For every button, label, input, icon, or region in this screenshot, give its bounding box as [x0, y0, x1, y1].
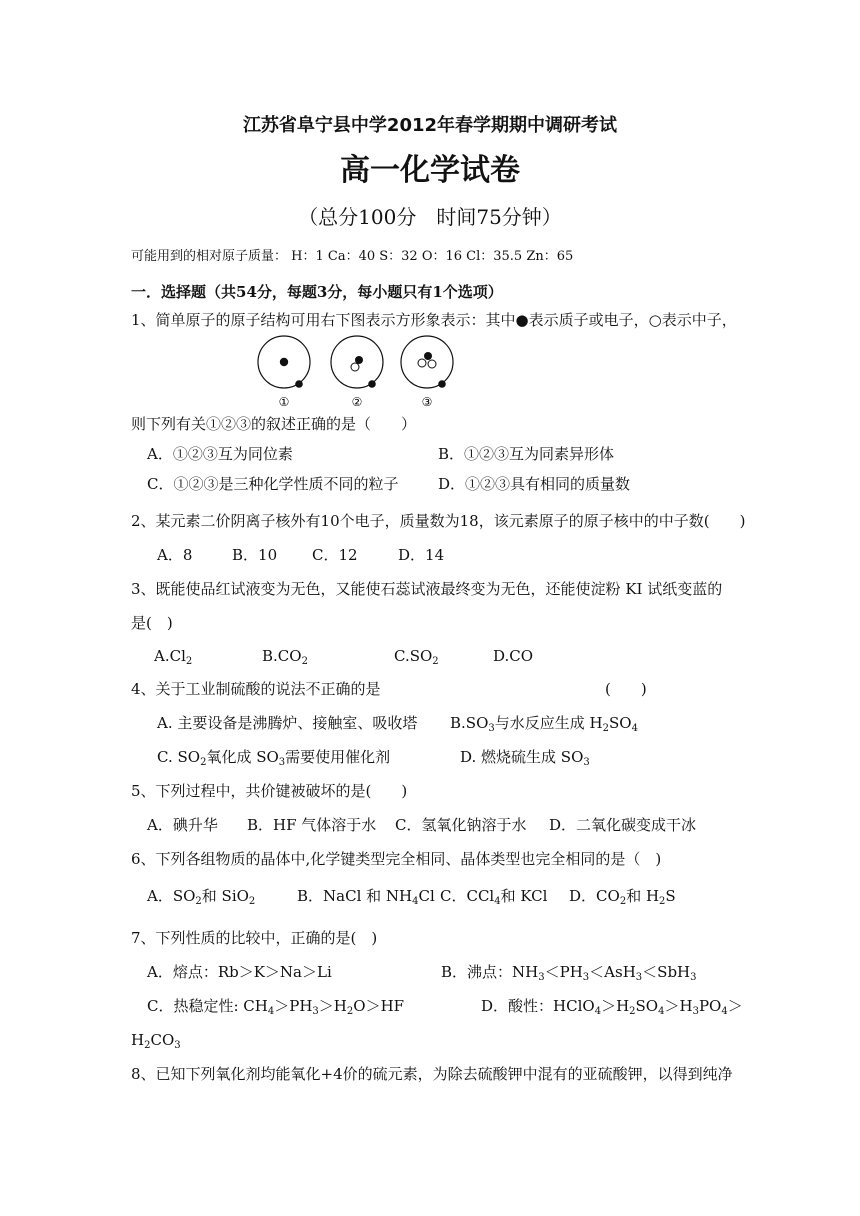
q1-option-d: D．①②③具有相同的质量数	[438, 475, 631, 493]
q4-answer-bracket: ( )	[605, 680, 647, 698]
q3-option-c: $C.SO_2$	[394, 647, 439, 667]
q7-stem: 7、下列性质的比较中，正确的是( )	[131, 929, 378, 947]
q2-option-c: C．12	[312, 546, 358, 564]
q7-option-c: C．热稳定性: $CH_4>PH_3>H_2O>HF$	[147, 997, 405, 1017]
q6-option-b: B．NaCl 和 $NH_4Cl$	[297, 887, 435, 907]
atomic-masses: 可能用到的相对原子质量： H：1 Ca：40 S：32 O：16 Cl：35.5 Zn：65	[131, 249, 574, 264]
atom-2-diagram	[331, 336, 383, 388]
q7-option-a: A．熔点：Rb＞K＞Na＞Li	[147, 963, 332, 981]
q2-stem: 2、某元素二价阴离子核外有10个电子，质量数为18，该元素原子的原子核中的中子数( )	[131, 512, 746, 530]
fig-label-2: ②	[351, 395, 363, 409]
atom-1-diagram	[258, 336, 310, 388]
q1-ask: 则下列有关①②③的叙述正确的是（ ）	[131, 415, 417, 433]
fig-label-1: ①	[278, 395, 290, 409]
q2-option-d: D．14	[398, 546, 445, 564]
exam-title: 高一化学试卷	[340, 153, 520, 188]
q5-stem: 5、下列过程中，共价键被破坏的是( )	[131, 782, 408, 800]
q4-option-c: C. $SO_2$氧化成 $SO_3$需要使用催化剂	[157, 748, 391, 768]
q2-option-a: A．8	[157, 546, 193, 564]
q5-option-b: B．HF 气体溶于水	[247, 816, 377, 834]
q4-option-d: D. 燃烧硫生成 $SO_3$	[460, 748, 590, 768]
fig-label-3: ③	[421, 395, 433, 409]
q3-option-b: $B.CO_2$	[262, 647, 308, 667]
q6-option-c: C．CCl$_4$和 KCl	[440, 887, 548, 907]
q1-option-a: A．①②③互为同位素	[147, 445, 293, 463]
q6-option-a: A．$SO_2$和 SiO$_2$	[147, 887, 256, 907]
exam-subtitle: （总分100分 时间75分钟）	[298, 205, 562, 229]
q2-option-b: B．10	[232, 546, 278, 564]
q4-option-a: A. 主要设备是沸腾炉、接触室、吸收塔	[157, 714, 418, 732]
q1-stem: 1、简单原子的原子结构可用右下图表示方形象表示：其中●表示质子或电子，○表示中子，	[131, 311, 737, 329]
q3-option-a: $A.Cl_2$	[154, 647, 193, 667]
q8-stem: 8、已知下列氧化剂均能氧化+4价的硫元素，为除去硫酸钾中混有的亚硫酸钾，以得到纯净	[131, 1065, 733, 1083]
q4-option-b: $B.SO_3$与水反应生成 $H_2SO_4$	[450, 714, 638, 734]
q6-option-d: D．$CO_2$和 $H_2S$	[569, 887, 676, 907]
q3-option-d: D.CO	[493, 647, 534, 665]
school-title: 江苏省阜宁县中学2012年春学期期中调研考试	[242, 115, 618, 136]
q7-option-d-continued: $H_2CO_3$	[131, 1031, 181, 1051]
atom-structure-figure	[255, 334, 465, 410]
q7-option-d: D．酸性：$HClO_4>H_2SO_4>H_3PO_4>$	[481, 997, 743, 1017]
q7-option-b: B．沸点：$NH_3<PH_3<AsH_3<SbH_3$	[441, 963, 697, 983]
q3-stem-line1: 3、既能使品红试液变为无色，又能使石蕊试液最终变为无色，还能使淀粉 KI 试纸变蓝的	[131, 580, 723, 598]
q5-option-a: A．碘升华	[147, 816, 218, 834]
q3-stem-line2: 是( )	[131, 614, 173, 632]
q5-option-d: D．二氧化碳变成干冰	[549, 816, 697, 834]
q5-option-c: C．氢氧化钠溶于水	[395, 816, 527, 834]
q1-option-c: C．①②③是三种化学性质不同的粒子	[147, 475, 399, 493]
q1-option-b: B．①②③互为同素异形体	[438, 445, 615, 463]
q6-stem: 6、下列各组物质的晶体中,化学键类型完全相同、晶体类型也完全相同的是（ )	[131, 850, 662, 868]
q4-stem: 4、关于工业制硫酸的说法不正确的是	[131, 680, 381, 698]
atom-3-diagram	[401, 336, 453, 388]
section-heading: 一．选择题（共54分，每题3分，每小题只有1个选项）	[131, 283, 503, 301]
